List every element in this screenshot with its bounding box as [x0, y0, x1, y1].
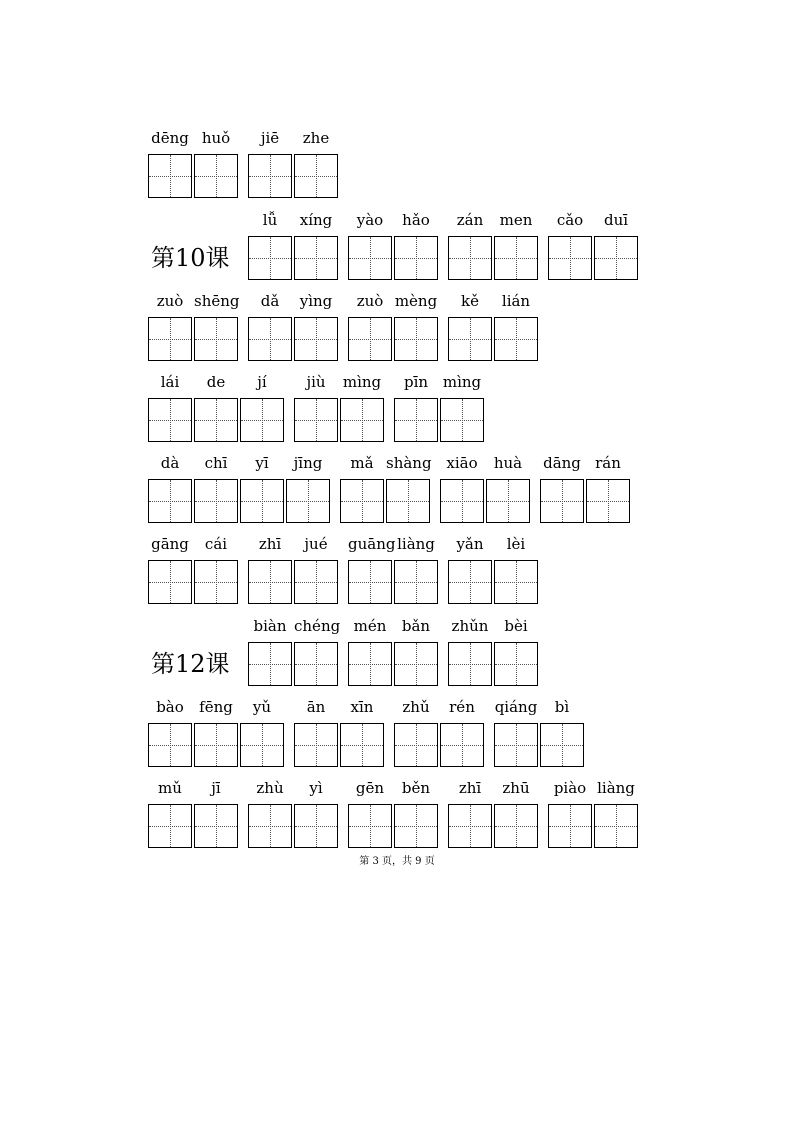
writing-grid-cell[interactable] — [248, 560, 292, 604]
pinyin-label: zhī — [458, 779, 482, 797]
pinyin-label: mén — [353, 617, 387, 635]
pinyin-label: mèng — [394, 292, 438, 310]
pinyin-label: bèi — [504, 617, 528, 635]
pinyin-label: zhī — [258, 535, 282, 553]
pinyin-label: men — [499, 211, 533, 229]
writing-grid-cell[interactable] — [148, 398, 192, 442]
writing-grid-cell[interactable] — [540, 723, 584, 767]
writing-grid-cell[interactable] — [294, 723, 338, 767]
writing-grid-cell[interactable] — [194, 804, 238, 848]
writing-grid-cell[interactable] — [194, 154, 238, 198]
pinyin-label: yǎn — [456, 535, 484, 553]
pinyin-label: pīn — [403, 373, 429, 391]
pinyin-label: yǔ — [252, 698, 272, 716]
pinyin-label: shēng — [194, 292, 240, 310]
writing-grid-cell[interactable] — [494, 317, 538, 361]
writing-grid-cell[interactable] — [248, 642, 292, 686]
pinyin-label: bào — [156, 698, 184, 716]
writing-grid-cell[interactable] — [440, 398, 484, 442]
pinyin-label: liàng — [597, 779, 635, 797]
pinyin-label: xiāo — [446, 454, 478, 472]
writing-grid-cell[interactable] — [440, 723, 484, 767]
pinyin-label: liàng — [397, 535, 435, 553]
writing-grid-cell[interactable] — [194, 479, 238, 523]
writing-grid-cell[interactable] — [548, 804, 592, 848]
pinyin-label: rán — [595, 454, 621, 472]
writing-grid-cell[interactable] — [448, 560, 492, 604]
writing-grid-cell[interactable] — [194, 398, 238, 442]
pinyin-label: zhe — [302, 129, 330, 147]
pinyin-label: ān — [306, 698, 326, 716]
pinyin-label: lèi — [506, 535, 526, 553]
pinyin-label: huà — [493, 454, 523, 472]
writing-grid-cell[interactable] — [294, 804, 338, 848]
writing-grid-cell[interactable] — [194, 560, 238, 604]
pinyin-label: bǎn — [401, 617, 431, 635]
pinyin-label: kě — [461, 292, 479, 310]
pinyin-label: huǒ — [201, 129, 231, 147]
pinyin-label: lián — [501, 292, 531, 310]
writing-grid-cell[interactable] — [348, 317, 392, 361]
pinyin-label: guāng — [348, 535, 396, 553]
pinyin-label: zhǔn — [451, 617, 489, 635]
writing-grid-cell[interactable] — [248, 236, 292, 280]
pinyin-label: gēn — [355, 779, 385, 797]
pinyin-label: mìng — [342, 373, 382, 391]
pinyin-label: jīng — [293, 454, 323, 472]
writing-grid-cell[interactable] — [286, 479, 330, 523]
writing-grid-cell[interactable] — [148, 804, 192, 848]
pinyin-label: yī — [255, 454, 269, 472]
writing-grid-cell[interactable] — [494, 236, 538, 280]
pinyin-label: zán — [456, 211, 484, 229]
pinyin-label: hǎo — [402, 211, 430, 229]
pinyin-label: biàn — [253, 617, 287, 635]
writing-grid-cell[interactable] — [294, 642, 338, 686]
pinyin-label: piào — [553, 779, 587, 797]
writing-grid-cell[interactable] — [148, 723, 192, 767]
writing-grid-cell[interactable] — [148, 317, 192, 361]
writing-grid-cell[interactable] — [240, 479, 284, 523]
writing-grid-cell[interactable] — [486, 479, 530, 523]
pinyin-label: gāng — [151, 535, 189, 553]
pinyin-label: běn — [401, 779, 431, 797]
writing-grid-cell[interactable] — [148, 479, 192, 523]
pinyin-label: dà — [160, 454, 180, 472]
writing-grid-cell[interactable] — [340, 723, 384, 767]
pinyin-label: zhū — [502, 779, 530, 797]
pinyin-label: jiù — [306, 373, 326, 391]
pinyin-label: chéng — [294, 617, 341, 635]
writing-grid-cell[interactable] — [394, 642, 438, 686]
pinyin-label: duī — [603, 211, 629, 229]
pinyin-label: bì — [554, 698, 570, 716]
pinyin-label: fēng — [199, 698, 233, 716]
writing-grid-cell[interactable] — [448, 236, 492, 280]
writing-grid-cell[interactable] — [148, 560, 192, 604]
pinyin-label: dāng — [543, 454, 581, 472]
writing-grid-cell[interactable] — [448, 642, 492, 686]
writing-grid-cell[interactable] — [148, 154, 192, 198]
pinyin-label: shàng — [386, 454, 432, 472]
writing-grid-cell[interactable] — [594, 804, 638, 848]
pinyin-label: mǎ — [350, 454, 374, 472]
page-footer: 第 3 页，共 9 页 — [359, 856, 435, 867]
pinyin-label: zhù — [256, 779, 284, 797]
pinyin-label: lǚ — [262, 211, 278, 229]
writing-grid-cell[interactable] — [540, 479, 584, 523]
pinyin-label: mǔ — [158, 779, 182, 797]
writing-grid-cell[interactable] — [294, 236, 338, 280]
writing-grid-cell[interactable] — [394, 723, 438, 767]
writing-grid-cell[interactable] — [548, 236, 592, 280]
pinyin-label: zhǔ — [402, 698, 430, 716]
pinyin-label: jí — [257, 373, 267, 391]
pinyin-label: dǎ — [260, 292, 280, 310]
writing-grid-cell[interactable] — [294, 560, 338, 604]
writing-grid-cell[interactable] — [394, 804, 438, 848]
pinyin-label: zuò — [156, 292, 184, 310]
writing-grid-cell[interactable] — [248, 154, 292, 198]
writing-grid-cell[interactable] — [248, 317, 292, 361]
lesson-heading: 第12课 — [151, 650, 230, 678]
writing-grid-cell[interactable] — [440, 479, 484, 523]
pinyin-label: yìng — [299, 292, 333, 310]
writing-grid-cell[interactable] — [448, 804, 492, 848]
writing-grid-cell[interactable] — [394, 560, 438, 604]
pinyin-label: zuò — [356, 292, 384, 310]
pinyin-label: yì — [309, 779, 323, 797]
writing-grid-cell[interactable] — [348, 560, 392, 604]
pinyin-label: jiē — [260, 129, 280, 147]
pinyin-label: mìng — [442, 373, 482, 391]
pinyin-label: xīn — [350, 698, 374, 716]
pinyin-label: chī — [204, 454, 228, 472]
writing-grid-cell[interactable] — [294, 398, 338, 442]
pinyin-label: lái — [160, 373, 180, 391]
writing-grid-cell[interactable] — [494, 642, 538, 686]
writing-grid-cell[interactable] — [394, 317, 438, 361]
writing-grid-cell[interactable] — [248, 804, 292, 848]
writing-grid-cell[interactable] — [194, 723, 238, 767]
pinyin-label: de — [206, 373, 226, 391]
lesson-heading: 第10课 — [151, 244, 230, 272]
writing-grid-cell[interactable] — [340, 479, 384, 523]
pinyin-label: jué — [304, 535, 328, 553]
writing-grid-cell[interactable] — [294, 317, 338, 361]
pinyin-label: jī — [211, 779, 221, 797]
writing-grid-cell[interactable] — [240, 723, 284, 767]
writing-grid-cell[interactable] — [348, 236, 392, 280]
writing-grid-cell[interactable] — [348, 642, 392, 686]
writing-grid-cell[interactable] — [586, 479, 630, 523]
writing-grid-cell[interactable] — [386, 479, 430, 523]
writing-grid-cell[interactable] — [494, 804, 538, 848]
writing-grid-cell[interactable] — [294, 154, 338, 198]
pinyin-label: dēng — [151, 129, 189, 147]
writing-grid-cell[interactable] — [494, 723, 538, 767]
pinyin-label: qiáng — [494, 698, 538, 716]
writing-grid-cell[interactable] — [494, 560, 538, 604]
writing-grid-cell[interactable] — [394, 398, 438, 442]
writing-grid-cell[interactable] — [448, 317, 492, 361]
pinyin-label: cái — [204, 535, 228, 553]
pinyin-label: yào — [356, 211, 384, 229]
pinyin-label: cǎo — [556, 211, 584, 229]
writing-grid-cell[interactable] — [240, 398, 284, 442]
writing-grid-cell[interactable] — [340, 398, 384, 442]
writing-grid-cell[interactable] — [348, 804, 392, 848]
pinyin-label: xíng — [299, 211, 333, 229]
writing-grid-cell[interactable] — [394, 236, 438, 280]
writing-grid-cell[interactable] — [194, 317, 238, 361]
writing-grid-cell[interactable] — [594, 236, 638, 280]
pinyin-label: rén — [449, 698, 475, 716]
